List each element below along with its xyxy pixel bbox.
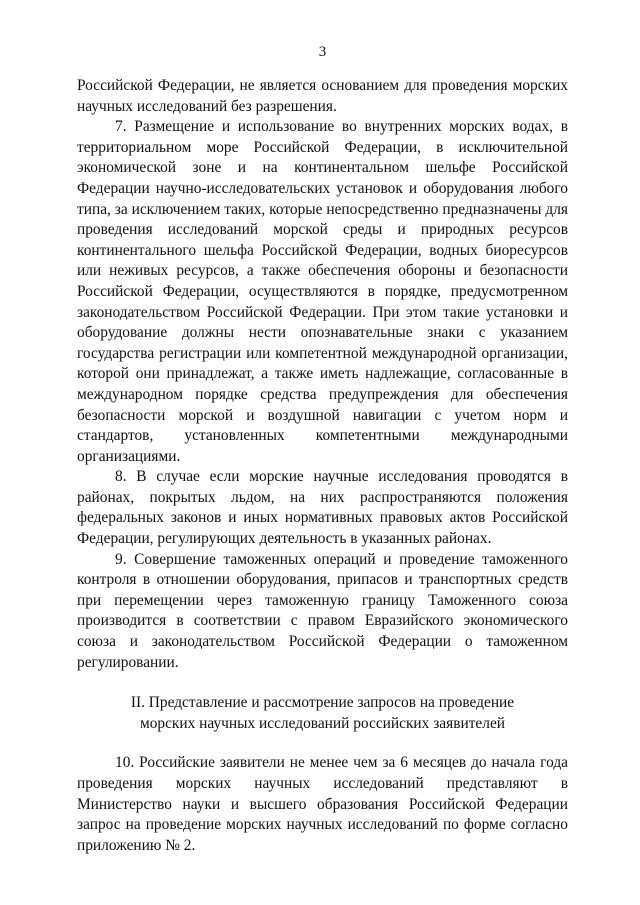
document-body (77, 76, 568, 856)
paragraph-10: 10. Российские заявители не менее чем за 6 месяцев до начала года проведения морских научных исследований представляют в Министерство науки и высшего образования Российской Федерации запрос на проведение морских научных исследований по форме согласно приложению № 2. (77, 754, 568, 854)
section-heading-line-1: II. Представление и рассмотрение запросов на проведение (130, 694, 515, 712)
paragraph-continuation: Российской Федерации, не является основанием для проведения морских научных исследований без разрешения. (77, 77, 568, 115)
page-number: 3 (318, 44, 327, 60)
section-heading-line-2: морских научных исследований российских заявителей (139, 714, 506, 732)
section-heading (77, 693, 568, 734)
paragraphs-top (77, 76, 568, 673)
paragraph-8: 8. В случае если морские научные исследования проводятся в районах, покрытых льдом, на них распространяются положения федеральных законов и иных нормативных правовых актов Российской Федерации, регулирующих деятельность в указанных районах. (77, 468, 568, 548)
paragraph-9: 9. Совершение таможенных операций и проведение таможенного контроля в отношении оборудования, припасов и транспортных средств при перемещении через таможенную границу Таможенного союза производится в соответствии с правом Евразийского экономического союза и законодательством Российской Федерации о таможенном регулировании. (77, 550, 568, 671)
paragraphs-bottom (77, 753, 568, 856)
paragraph-7: 7. Размещение и использование во внутренних морских водах, в территориальном море Российской Федерации, в исключительной экономической зоне и на континентальном шельфе Российской Федерации научно-исследовательских установок и оборудования любого типа, за исключением таких, которые непосредственно предназначены для проведения исследований морской среды и природных ресурсов континентального шельфа Российской Федерации, водных биоресурсов или неживых ресурсов, а также обеспечения обороны и безопасности Российской Федерации, осуществляются в порядке, предусмотренном законодательством Российской Федерации. При этом такие установки и оборудование должны нести опознавательные знаки с указанием государства регистрации или компетентной международной организации, которой они принадлежат, а также иметь надлежащие, согласованные в международном порядке средства предупреждения для обеспечения безопасности морской и воздушной навигации с учетом норм и стандартов, установленных компетентными международными организациями. (77, 118, 568, 465)
